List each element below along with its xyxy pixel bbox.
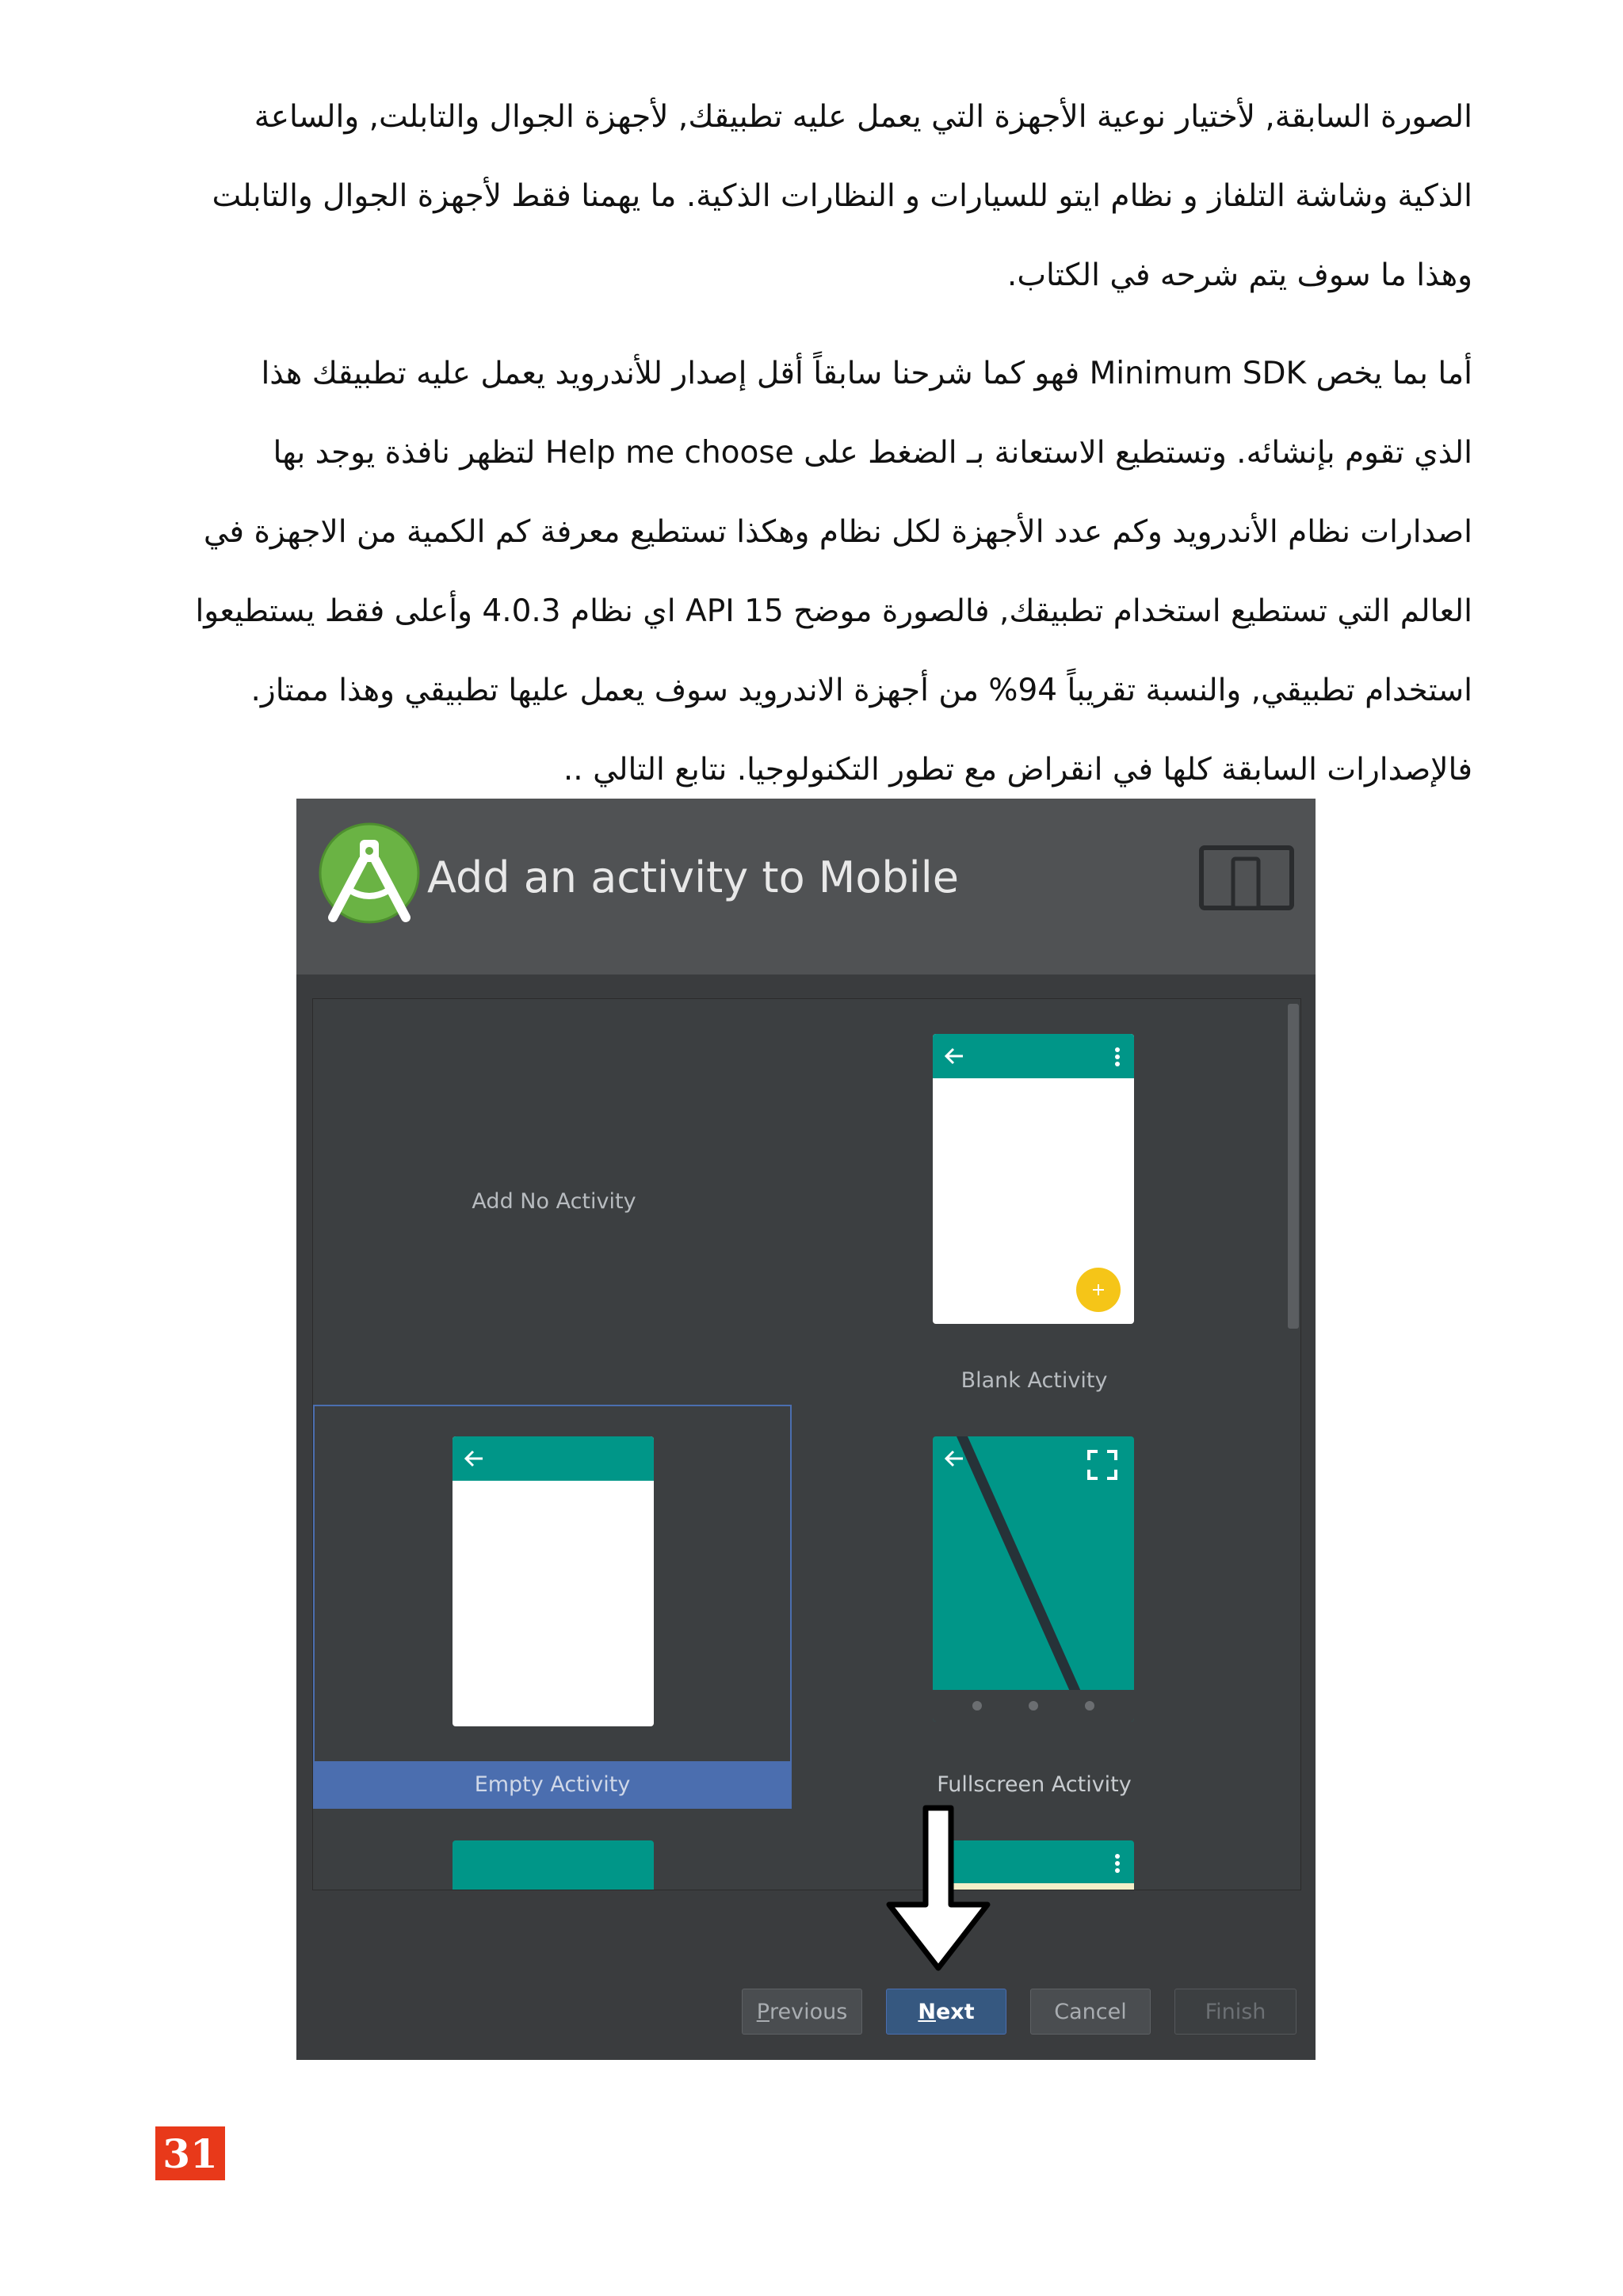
next-mnemonic: N	[918, 1999, 936, 2024]
previous-button[interactable]	[742, 1989, 862, 2035]
gallery-scrollbar-thumb[interactable]	[1288, 1004, 1299, 1329]
next-label: ext	[935, 1999, 975, 2024]
blank-activity-label[interactable]: Blank Activity	[960, 1368, 1108, 1393]
down-arrow-pointer-icon	[883, 1805, 994, 1973]
activity-gallery	[312, 998, 1301, 1890]
android-studio-dialog-screenshot	[296, 799, 1316, 2060]
android-studio-logo-icon	[319, 822, 420, 924]
text-line: العالم التي تستطيع استخدام تطبيقك, فالصورة موضح API 15 اي نظام 4.0.3 وأعلى فقط يستطيعوا	[195, 593, 1472, 629]
text-line: وهذا ما سوف يتم شرحه في الكتاب.	[1006, 257, 1472, 293]
text-line: أما بما يخص Minimum SDK فهو كما شرحنا سابقاً أقل إصدار للأندرويد يعمل عليه تطبيقك هذا	[261, 356, 1472, 391]
text-line: الذي تقوم بإنشائه. وتستطيع الاستعانة بـ الضغط على Help me choose لتظهر نافذة يوجد بها	[273, 435, 1472, 471]
fullscreen-icon	[1086, 1449, 1118, 1481]
add-no-activity-tile[interactable]: Add No Activity	[472, 1189, 636, 1214]
page-number: 31	[155, 2126, 225, 2180]
text-line: الذكية وشاشة التلفاز و نظام ايتو للسيارات و النظارات الذكية. ما يهمنا فقط لأجهزة الجوال والتابلت	[212, 178, 1472, 214]
previous-mnemonic: P	[756, 1999, 769, 2024]
fullscreen-activity-label[interactable]: Fullscreen Activity	[937, 1772, 1132, 1797]
back-arrow-icon	[464, 1449, 484, 1468]
overflow-menu-icon	[1113, 1047, 1121, 1067]
back-arrow-icon	[944, 1047, 964, 1066]
text-line: فالإصدارات السابقة كلها في انقراض مع تطور التكنولوجيا. نتابع التالي ..	[563, 752, 1472, 788]
phone-tablet-icon	[1198, 845, 1295, 911]
blank-activity-preview[interactable]	[933, 1034, 1134, 1324]
back-arrow-icon	[944, 1449, 964, 1468]
dialog-header	[296, 799, 1316, 974]
overflow-menu-icon	[1113, 1853, 1121, 1874]
cancel-button[interactable]: Cancel	[1030, 1989, 1151, 2035]
paragraph-2	[151, 334, 1472, 810]
fullscreen-activity-preview[interactable]	[933, 1436, 1134, 1722]
next-button[interactable]	[886, 1989, 1006, 2035]
finish-button[interactable]: Finish	[1174, 1989, 1296, 2035]
empty-activity-preview[interactable]	[453, 1436, 654, 1726]
paragraph-1	[151, 78, 1472, 315]
empty-activity-label[interactable]: Empty Activity	[474, 1772, 631, 1797]
fab-plus-icon	[1075, 1267, 1121, 1313]
text-line: اصدارات نظام الأندرويد وكم عدد الأجهزة لكل نظام وهكذا تستطيع معرفة كم الكمية من الاجهزة في	[203, 514, 1472, 550]
text-line: الصورة السابقة, لأختيار نوعية الأجهزة التي يعمل عليه تطبيقك, لأجهزة الجوال والتابلت, والساعة	[254, 99, 1472, 135]
previous-label: revious	[769, 1999, 848, 2024]
text-line: استخدام تطبيقي, والنسبة تقريباً 94% من أجهزة الاندرويد سوف يعمل عليها تطبيقي وهذا ممتاز.	[250, 673, 1472, 708]
next-activity-preview-left[interactable]	[453, 1840, 654, 1890]
dialog-title: Add an activity to Mobile	[427, 852, 959, 902]
